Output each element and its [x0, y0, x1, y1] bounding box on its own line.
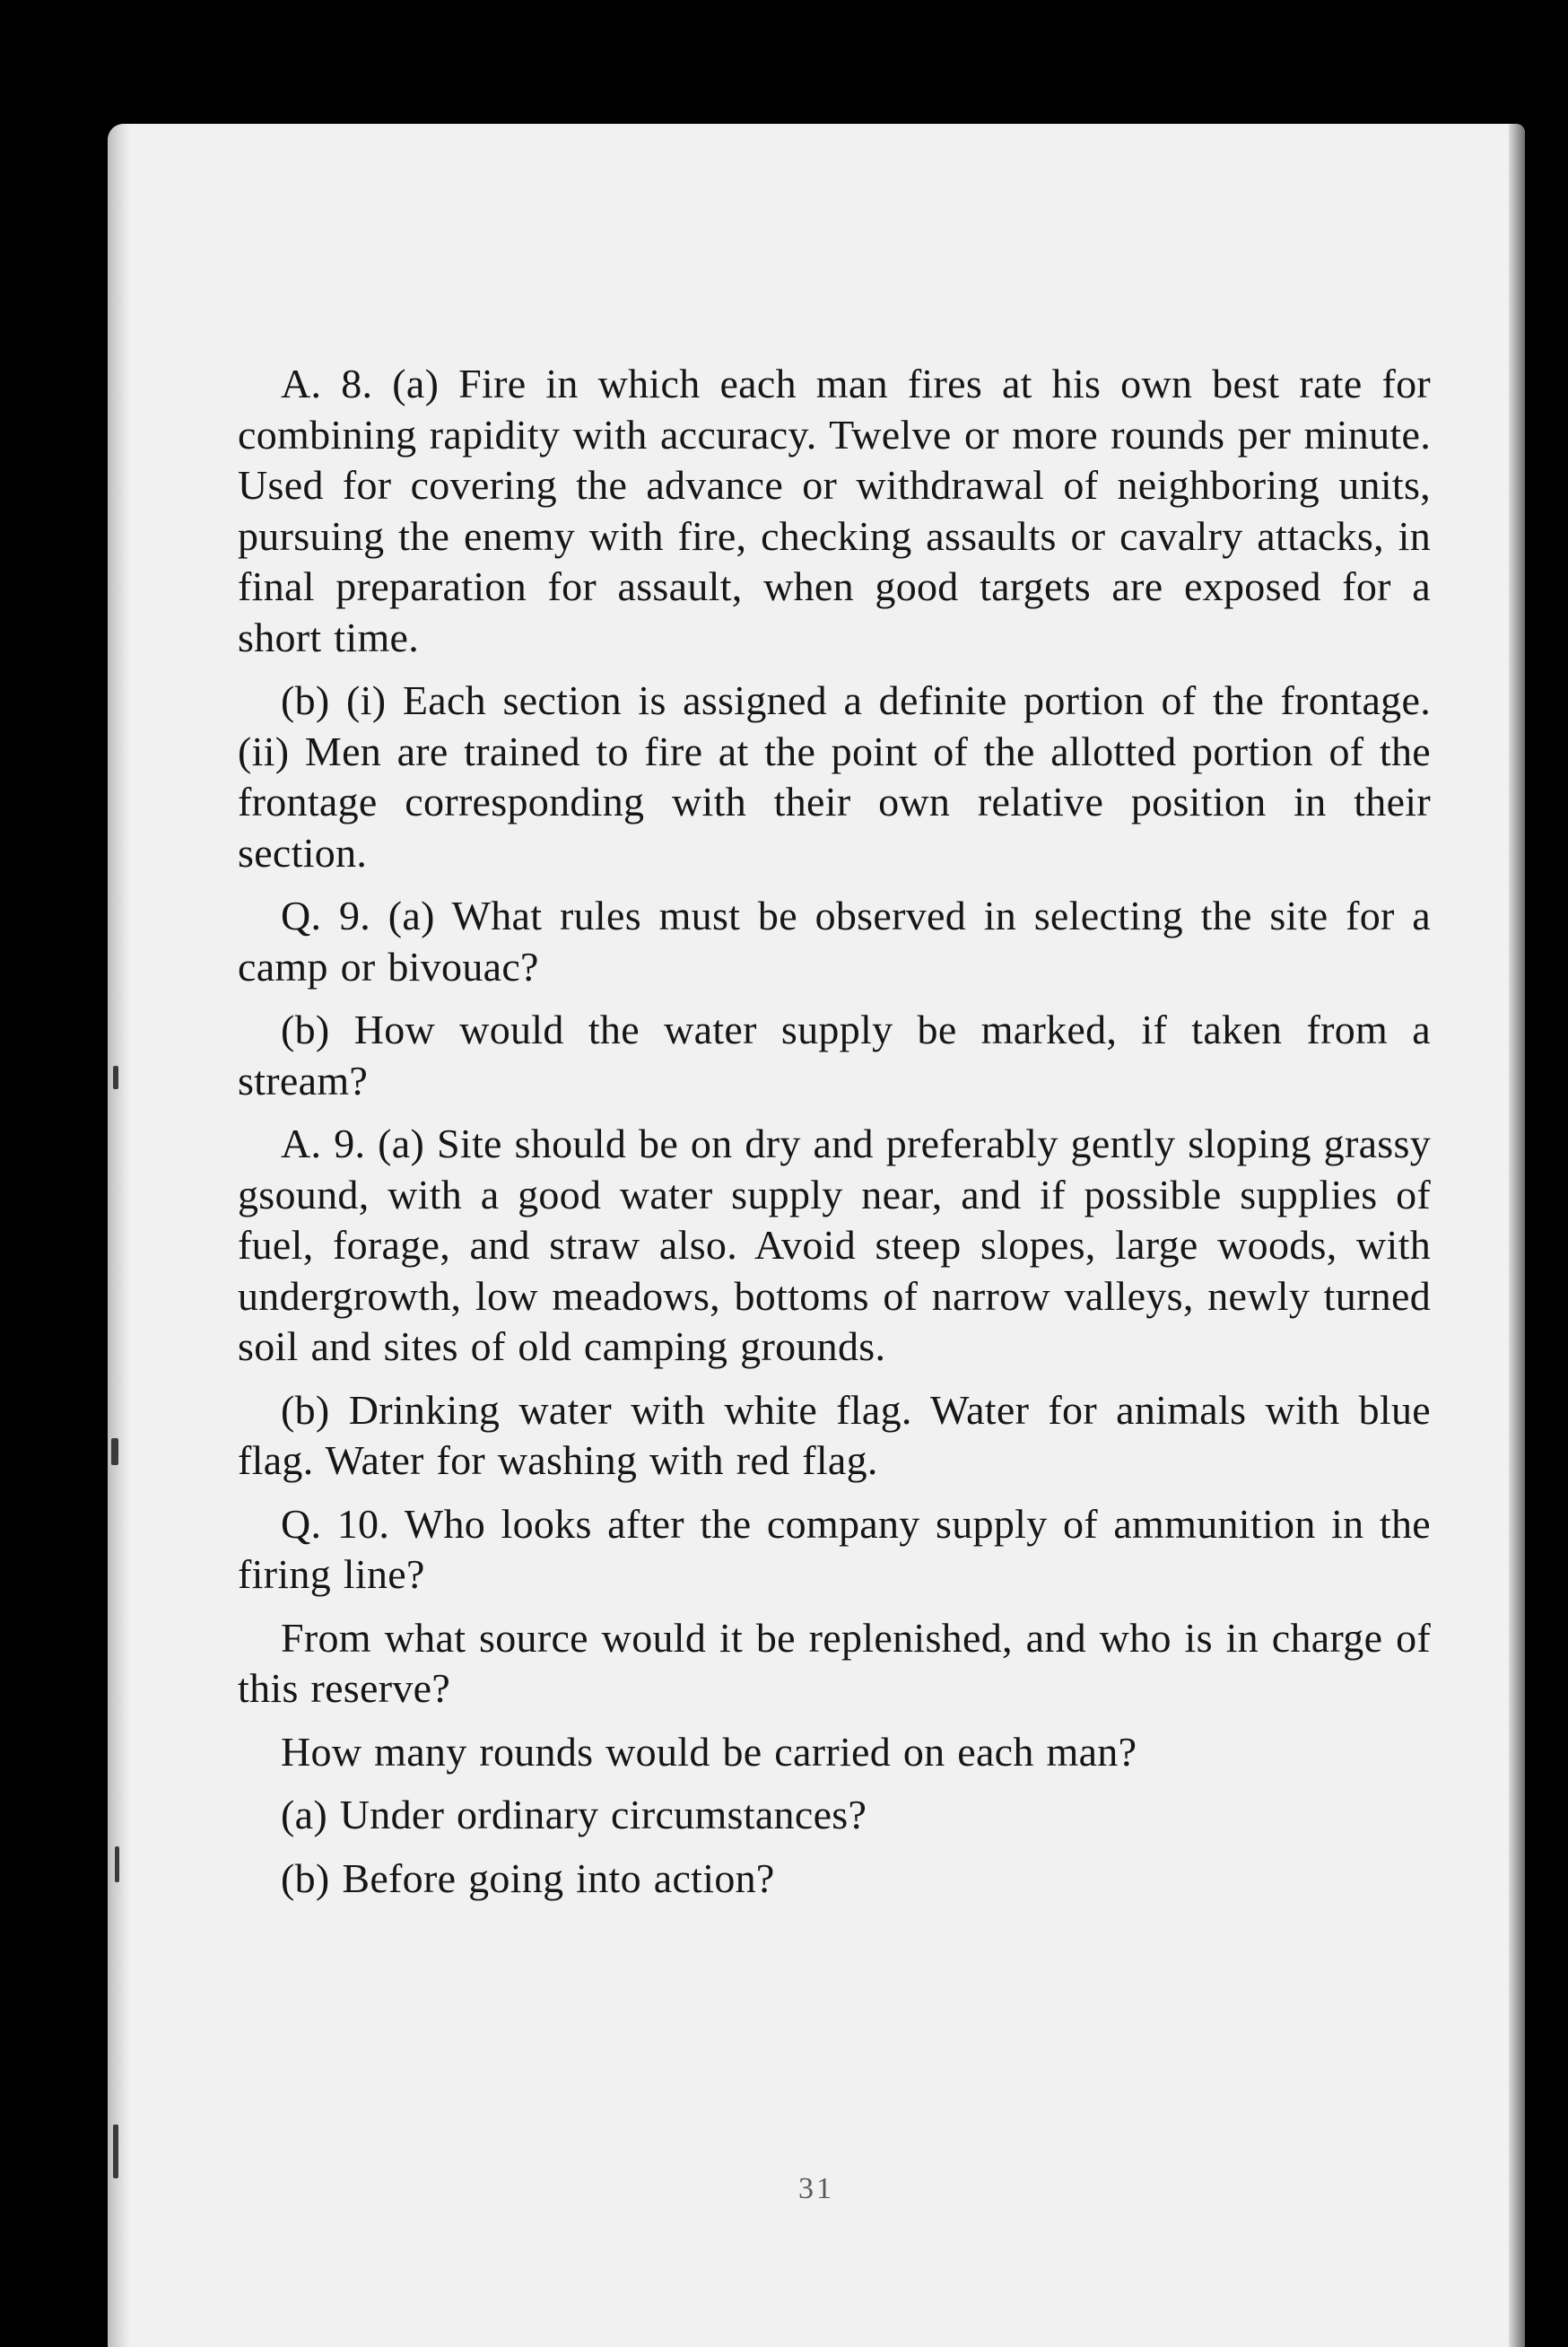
answer-8b-paragraph: (b) (i) Each section is assigned a definite portion of the frontage. (ii) Men are trained to fire at the point of the allotted portion of the frontage corresponding with their own relative position in their section. — [238, 677, 1431, 876]
question-10-paragraph: Q. 10. Who looks after the company supply of ammunition in the firing line? — [238, 1500, 1431, 1597]
body-text — [238, 359, 1431, 1916]
question-10a-paragraph: (a) Under ordinary circumstances? — [281, 1792, 867, 1837]
question-9a-paragraph: Q. 9. (a) What rules must be observed in selecting the site for a camp or bivouac? — [238, 893, 1431, 990]
book-page — [108, 124, 1525, 2347]
binding-gutter — [108, 124, 131, 2347]
question-10b-paragraph: (b) Before going into action? — [281, 1854, 775, 1901]
page-number: 31 — [798, 2172, 834, 2205]
gutter-speck — [113, 1066, 118, 1089]
gutter-speck — [113, 2125, 118, 2178]
answer-8a-paragraph: A. 8. (a) Fire in which each man fires at his own best rate for combining rapidity with accuracy. Twelve or more rounds per minute. Used for covering the advance or withdrawal of neighboring units, pursuing the enemy with fire, checking assaults or cavalry attacks, in final preparation for assault, when good targets are exposed for a short time. — [238, 361, 1431, 660]
question-10-replenish-paragraph: From what source would it be replenished, and who is in charge of this reserve? — [238, 1614, 1431, 1711]
question-9b-paragraph: (b) How would the water supply be marked, if taken from a stream? — [238, 1007, 1431, 1104]
page-edge-shadow — [1509, 124, 1525, 2347]
answer-9b-paragraph: (b) Drinking water with white flag. Water for animals with blue flag. Water for washing with red flag. — [238, 1386, 1431, 1483]
answer-9a-paragraph: A. 9. (a) Site should be on dry and preferably gently sloping grassy gsound, with a good water supply near, and if possible supplies of fuel, forage, and straw also. Avoid steep slopes, large woods, with undergrowth, low meadows, bottoms of narrow valleys, newly turned soil and sites of old camping grounds. — [238, 1121, 1431, 1369]
gutter-speck — [111, 1438, 118, 1465]
question-10-rounds-paragraph: How many rounds would be carried on each man? — [281, 1728, 1137, 1775]
gutter-speck — [115, 1846, 119, 1882]
